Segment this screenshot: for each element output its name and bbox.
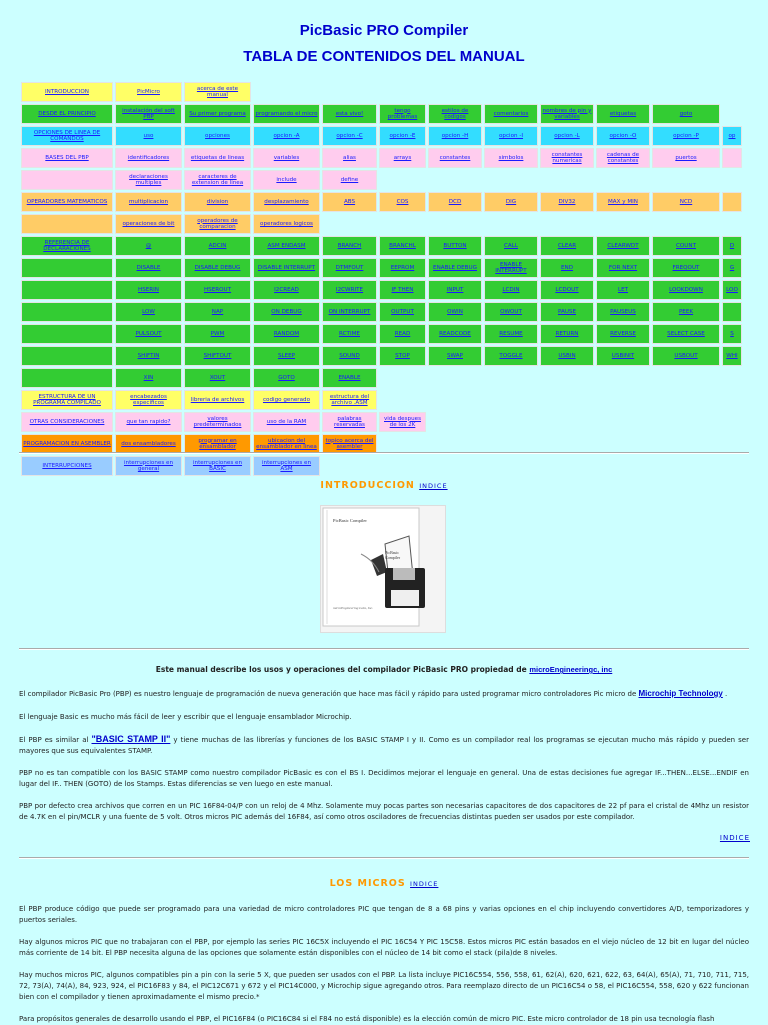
toc-link[interactable]: instalación del soft PBP xyxy=(115,104,182,124)
manual-book-icon xyxy=(321,506,445,632)
toc-link[interactable]: declaraciones multiples xyxy=(115,170,182,190)
toc-link[interactable]: include xyxy=(253,170,320,190)
toc-link[interactable]: RANDOM xyxy=(253,324,320,344)
divider xyxy=(19,648,749,650)
toc-row xyxy=(21,82,742,102)
toc-link[interactable]: READ xyxy=(379,324,426,344)
toc-link[interactable]: SLEEP xyxy=(253,346,320,366)
toc-link[interactable]: esta vivo! xyxy=(322,104,377,124)
toc-row xyxy=(21,236,742,256)
toc-row xyxy=(21,126,742,146)
toc-link[interactable]: PAUSEUS xyxy=(596,302,650,322)
toc-link[interactable]: LOOKDOWN xyxy=(652,280,720,300)
toc-row xyxy=(21,390,742,410)
micros-heading-text: LOS MICROS xyxy=(329,878,406,889)
toc-link[interactable]: opcion -C xyxy=(322,126,377,146)
toc-link[interactable]: uso de la RAM xyxy=(253,412,320,432)
toc-link[interactable]: programando el micro xyxy=(253,104,320,124)
toc-link[interactable]: constantes numericas xyxy=(540,148,594,168)
toc-row xyxy=(21,170,742,190)
toc-cell xyxy=(21,258,113,278)
toc-empty-cell xyxy=(596,170,650,190)
toc-link[interactable]: codigo generado xyxy=(253,390,320,410)
toc-link[interactable]: op xyxy=(722,126,742,146)
toc-link[interactable]: COUNT xyxy=(652,236,720,256)
toc-row xyxy=(21,302,742,322)
toc-link[interactable]: uso xyxy=(115,126,182,146)
toc-link[interactable]: operaciones de bit xyxy=(115,214,182,234)
toc-link[interactable]: division xyxy=(184,192,251,212)
book-image xyxy=(320,505,446,633)
paragraph-text: y tiene muchas de las librerías y funciones de los BASIC STAMP I y II. Como es un compilador real los programas se ejecutan mucho más rápido y pueden ser mayores que sus equivalentes STAMP. xyxy=(19,736,749,755)
toc-link[interactable]: valores predeterminados xyxy=(184,412,251,432)
toc-link[interactable]: libreria de archivos xyxy=(184,390,251,410)
toc-row xyxy=(21,104,742,124)
paragraph xyxy=(19,688,749,700)
toc-link[interactable]: constantes xyxy=(428,148,482,168)
toc-link[interactable]: IF THEN xyxy=(379,280,426,300)
paragraph-text: . xyxy=(722,690,728,698)
toc-link[interactable]: OTRAS CONSIDERACIONES xyxy=(21,412,113,432)
toc-link[interactable]: interrupciones en general xyxy=(115,456,182,476)
toc-row xyxy=(21,258,742,278)
toc-link[interactable]: REFERENCIA DE DECLARACIONES xyxy=(21,236,113,256)
toc-link[interactable]: opcion -A xyxy=(253,126,320,146)
toc-empty-cell xyxy=(428,170,482,190)
toc-link[interactable]: nombres de pin y variables xyxy=(540,104,594,124)
toc-link[interactable]: estructura del archivo .ASM xyxy=(322,390,377,410)
paragraph: Hay muchos micros PIC, algunos compatibles pin a pin con la serie 5 X, que pueden ser usados con el PBP. La lista incluye PIC16C554, 556, 558, 61, 62(A), 620, 621, 622, 63, 64(A), 65(A), 71, 710, 711, 715, 72, 73(A), 74(A), 84, 923, 924, el PIC16F83 y 84, el PIC12C671 y 672 y el PIC14C000, y Microchip sigue agregando otros. Para reemplazo directo de un PIC16C54 o 58, el PIC16C554, 558, 620 y 622 funcionan bien con el compilador y tienen aproximadamente el mismo precio.* xyxy=(19,971,749,1001)
toc-link[interactable]: comentarios xyxy=(484,104,538,124)
toc-link[interactable]: encabezados especificos xyxy=(115,390,182,410)
toc-link[interactable]: SWAP xyxy=(428,346,482,366)
toc-empty-cell xyxy=(722,412,742,432)
toc-link[interactable]: OPCIONES DE LINEA DE COMANDOS xyxy=(21,126,113,146)
toc-empty-cell xyxy=(596,434,650,454)
toc-row xyxy=(21,368,742,388)
micros-index-link[interactable]: INDICE xyxy=(410,880,439,888)
toc-row xyxy=(21,192,742,212)
toc-link[interactable]: RCTIME xyxy=(322,324,377,344)
toc-link[interactable]: CLEARWDT xyxy=(596,236,650,256)
toc-link[interactable]: INPUT xyxy=(428,280,482,300)
toc-empty-cell xyxy=(722,368,742,388)
toc-empty-cell xyxy=(379,82,426,102)
toc-empty-cell xyxy=(596,368,650,388)
divider xyxy=(19,857,749,859)
toc-link[interactable]: USBIN xyxy=(540,346,594,366)
toc-link[interactable]: caracteres de extension de linea xyxy=(184,170,251,190)
toc-link[interactable]: SHIFTIN xyxy=(115,346,182,366)
toc-link[interactable]: XIN xyxy=(115,368,182,388)
toc-link[interactable]: USBOUT xyxy=(652,346,720,366)
toc-cell xyxy=(21,324,113,344)
toc-link[interactable]: OUTPUT xyxy=(379,302,426,322)
toc-empty-cell xyxy=(484,412,538,432)
toc-empty-cell xyxy=(596,82,650,102)
toc-link[interactable]: ENABLE xyxy=(322,368,377,388)
toc-empty-cell xyxy=(379,434,426,454)
book-title: PicBasic Compiler xyxy=(333,518,367,523)
toc-empty-cell xyxy=(379,456,426,476)
index-link[interactable]: INDICE xyxy=(719,834,750,842)
lead-paragraph xyxy=(19,664,749,675)
toc-cell xyxy=(21,214,113,234)
toc-link[interactable]: OWOUT xyxy=(484,302,538,322)
toc-link[interactable]: SHIFTOUT xyxy=(184,346,251,366)
toc-empty-cell xyxy=(540,170,594,190)
toc-link[interactable]: operadores de comparacion xyxy=(184,214,251,234)
toc-cell xyxy=(722,302,742,322)
toc-link[interactable]: desplazamiento xyxy=(253,192,320,212)
toc-cell xyxy=(722,192,742,212)
toc-link[interactable]: LCDIN xyxy=(484,280,538,300)
toc-empty-cell xyxy=(722,434,742,454)
toc-link[interactable]: END xyxy=(540,258,594,278)
toc-empty-cell xyxy=(540,456,594,476)
toc-empty-cell xyxy=(428,368,482,388)
toc-link[interactable]: CALL xyxy=(484,236,538,256)
paragraph-text: El PBP es similar al xyxy=(19,736,92,744)
toc-empty-cell xyxy=(722,390,742,410)
toc-link[interactable]: estilos de codigos xyxy=(428,104,482,124)
basic-stamp-link[interactable]: "BASIC STAMP II" xyxy=(91,734,171,744)
toc-link[interactable]: alias xyxy=(322,148,377,168)
toc-empty-cell xyxy=(596,456,650,476)
toc-link[interactable]: DISABLE xyxy=(115,258,182,278)
toc-link[interactable]: LOO xyxy=(722,280,742,300)
toc-link[interactable]: ADCIN xyxy=(184,236,251,256)
toc-link[interactable]: ON INTERRUPT xyxy=(322,302,377,322)
toc-empty-cell xyxy=(428,214,482,234)
toc-empty-cell xyxy=(322,214,377,234)
toc-link[interactable]: BUTTON xyxy=(428,236,482,256)
toc-link[interactable]: operadores logicos xyxy=(253,214,320,234)
toc-empty-cell xyxy=(379,170,426,190)
toc-empty-cell xyxy=(379,214,426,234)
toc-link[interactable]: PAUSE xyxy=(540,302,594,322)
toc-link[interactable]: INTRODUCCION xyxy=(21,82,113,102)
toc-link[interactable]: arrays xyxy=(379,148,426,168)
toc-empty-cell xyxy=(722,104,742,124)
toc-empty-cell xyxy=(596,412,650,432)
toc-link[interactable]: palabras reservadas xyxy=(322,412,377,432)
paragraph-text: El compilador PicBasic Pro (PBP) es nuestro lenguaje de programación de nueva generación que hace mas fácil y rápido para usted programar micro controladores Pic micro de xyxy=(19,690,639,698)
toc-link[interactable]: opcion -O xyxy=(596,126,650,146)
toc-link[interactable]: DIG xyxy=(484,192,538,212)
toc-link[interactable]: LOW xyxy=(115,302,182,322)
toc-empty-cell xyxy=(722,170,742,190)
toc-empty-cell xyxy=(652,456,720,476)
toc-link[interactable]: dos ensambladores xyxy=(115,434,182,454)
toc-row xyxy=(21,412,742,432)
toc-empty-cell xyxy=(596,390,650,410)
toc-empty-cell xyxy=(652,390,720,410)
toc-link[interactable]: opcion -L xyxy=(540,126,594,146)
toc-link[interactable]: etiquetas de lineas xyxy=(184,148,251,168)
toc-empty-cell xyxy=(596,214,650,234)
toc-empty-cell xyxy=(484,170,538,190)
toc-link[interactable]: interrupciones en ASM xyxy=(253,456,320,476)
toc-empty-cell xyxy=(652,368,720,388)
toc-link[interactable]: SELECT CASE xyxy=(652,324,720,344)
toc-link[interactable]: ENABLE DEBUG xyxy=(428,258,482,278)
toc-row xyxy=(21,346,742,366)
intro-index-link[interactable]: INDICE xyxy=(419,482,448,490)
paragraph: PBP no es tan compatible con los BASIC STAMP como nuestro compilador PicBasic es con el BS I. Decidimos mejorar el lenguaje en general. Una de estas decisiones fue agregar IF...THEN...ELSE...ENDIF en lugar del IF.. THEN (GOTO) de los Stamps. Estas diferencias se ven luego en este manual. xyxy=(19,769,749,788)
toc-link[interactable]: LCDOUT xyxy=(540,280,594,300)
toc-empty-cell xyxy=(428,456,482,476)
toc-link[interactable]: ASM ENDASM xyxy=(253,236,320,256)
toc-link[interactable]: STOP xyxy=(379,346,426,366)
toc-link[interactable]: opcion -H xyxy=(428,126,482,146)
toc-empty-cell xyxy=(484,368,538,388)
toc-link[interactable]: HSERIN xyxy=(115,280,182,300)
toc-link[interactable]: RETURN xyxy=(540,324,594,344)
paragraph: Para propósitos generales de desarrollo usando el PBP, el PIC16F84 (o PIC16C84 si el F84 no está disponible) es la elección común de micro PIC. Este micro controlador de 18 pin usa tecnología flash xyxy=(19,1015,715,1023)
toc-empty-cell xyxy=(428,82,482,102)
toc-empty-cell xyxy=(379,368,426,388)
toc-link[interactable]: ABS xyxy=(322,192,377,212)
toc-link[interactable]: OWIN xyxy=(428,302,482,322)
toc-link[interactable]: TOGGLE xyxy=(484,346,538,366)
toc-link[interactable]: tengo problemas xyxy=(379,104,426,124)
toc-link[interactable]: FREQOUT xyxy=(652,258,720,278)
toc-link[interactable]: @ xyxy=(115,236,182,256)
paragraph: El lenguaje Basic es mucho más fácil de leer y escribir que el lenguaje ensamblador Microchip. xyxy=(19,713,352,721)
toc-cell xyxy=(21,280,113,300)
paragraph: PBP por defecto crea archivos que corren en un PIC 16F84-04/P con un reloj de 4 Mhz. Solamente muy pocas partes son necesarias capacitores de dos capacitores de 22 pf para el cristal de 4Mhz un resistor de 4.7K en el pin/MCLR y una fuente de 5 volt. Otros micros PIC además del 16F84, así como otros osciladores de frecuencias distintas pueden ser usados por este compilador. xyxy=(19,802,749,821)
toc-link[interactable]: DESDE EL PRINCIPIO xyxy=(21,104,113,124)
toc-link[interactable]: BRANCH xyxy=(322,236,377,256)
toc-link[interactable]: I2CREAD xyxy=(253,280,320,300)
intro-heading xyxy=(0,480,768,491)
toc-link[interactable]: acerca de este manual xyxy=(184,82,251,102)
toc-link[interactable]: USBINIT xyxy=(596,346,650,366)
toc-link[interactable]: identificadores xyxy=(115,148,182,168)
toc-link[interactable]: ESTRUCTURA DE UN PROGRAMA COMPILADO xyxy=(21,390,113,410)
toc-link[interactable]: cadenas de constantes xyxy=(596,148,650,168)
toc-link[interactable]: DISABLE INTERRUPT xyxy=(253,258,320,278)
toc-link[interactable]: XOUT xyxy=(184,368,251,388)
toc-link[interactable]: interrupciones en BASIC xyxy=(184,456,251,476)
lead-text: Este manual describe los usos y operaciones del compilador PicBasic PRO propiedad de xyxy=(155,665,530,674)
toc-link[interactable]: PULSOUT xyxy=(115,324,182,344)
toc-link[interactable]: ON DEBUG xyxy=(253,302,320,322)
toc-row xyxy=(21,434,742,454)
toc-link[interactable]: BRANCHL xyxy=(379,236,426,256)
toc-empty-cell xyxy=(540,82,594,102)
toc-empty-cell xyxy=(484,434,538,454)
toc-cell xyxy=(21,170,113,190)
toc-empty-cell xyxy=(322,82,377,102)
toc-empty-cell xyxy=(428,412,482,432)
toc-empty-cell xyxy=(322,456,377,476)
toc-cell xyxy=(722,148,742,168)
toc-link[interactable]: EEPROM xyxy=(379,258,426,278)
toc-link[interactable]: INTERRUPCIONES xyxy=(21,456,113,476)
toc-empty-cell xyxy=(652,412,720,432)
toc-link[interactable]: ENABLE INTERRUPT xyxy=(484,258,538,278)
toc-empty-cell xyxy=(652,434,720,454)
toc-link[interactable]: DISABLE DEBUG xyxy=(184,258,251,278)
toc-row xyxy=(21,148,742,168)
toc-link[interactable]: BASES DEL PBP xyxy=(21,148,113,168)
paragraph: Hay algunos micros PIC que no trabajaran con el PBP, por ejemplo las series PIC 16C5X incluyendo el PIC 16C54 Y PIC 15C58. Estos micros PIC están basados en el viejo núcleo de 12 bit en lugar del núcleo más corriente de 14 bit. El PBP necesita alguna de las opciones que solamente están disponibles con el núcleo de 14 bit como el stack (pila)de 8 niveles. xyxy=(19,938,749,957)
toc-empty-cell xyxy=(722,82,742,102)
toc-empty-cell xyxy=(540,412,594,432)
toc-link[interactable]: programar en ensamblador xyxy=(184,434,251,454)
toc-link[interactable]: RESUME xyxy=(484,324,538,344)
toc-link[interactable]: I2CWRITE xyxy=(322,280,377,300)
intro-heading-text: INTRODUCCION xyxy=(320,480,415,491)
toc-empty-cell xyxy=(540,214,594,234)
toc-link[interactable]: Su primer programa xyxy=(184,104,251,124)
toc-link[interactable]: DTMFOUT xyxy=(322,258,377,278)
toc-link[interactable]: etiquetas xyxy=(596,104,650,124)
toc-link[interactable]: PROGRAMACION EN ASEMBLER xyxy=(21,434,113,454)
divider xyxy=(19,452,749,454)
toc-link[interactable]: SOUND xyxy=(322,346,377,366)
toc-row xyxy=(21,456,742,476)
toc-empty-cell xyxy=(484,390,538,410)
toc-link[interactable]: define xyxy=(322,170,377,190)
toc-link[interactable]: FOR NEXT xyxy=(596,258,650,278)
toc-link[interactable]: MAX y MIN xyxy=(596,192,650,212)
toc-link[interactable]: D xyxy=(722,236,742,256)
toc-link[interactable]: REVERSE xyxy=(596,324,650,344)
toc-empty-cell xyxy=(379,390,426,410)
toc-empty-cell xyxy=(540,390,594,410)
toc-link[interactable]: PEEK xyxy=(652,302,720,322)
toc-link[interactable]: opcion -P xyxy=(652,126,720,146)
toc-link[interactable]: COS xyxy=(379,192,426,212)
micros-heading xyxy=(0,878,768,889)
toc-link[interactable]: WHI xyxy=(722,346,742,366)
toc-link[interactable]: PicMicro xyxy=(115,82,182,102)
toc-link[interactable]: vida despues de los 2K xyxy=(379,412,426,432)
toc-link[interactable]: DCD xyxy=(428,192,482,212)
toc-link[interactable]: multiplicacion xyxy=(115,192,182,212)
toc-link[interactable]: PWM xyxy=(184,324,251,344)
disk-label: PicBasic Compiler xyxy=(385,550,401,560)
paragraph: El PBP produce código que puede ser programado para una variedad de micro controladores PIC que tengan de 8 a 68 pins y varias opciones en el chip incluyendo convertidores A/D, temporizadores y puertos seriales. xyxy=(19,905,749,924)
toc-link[interactable]: variables xyxy=(253,148,320,168)
toc-link[interactable]: G xyxy=(722,258,742,278)
toc-link[interactable]: READCODE xyxy=(428,324,482,344)
page-title: PicBasic PRO Compiler xyxy=(299,22,469,39)
toc-link[interactable]: S xyxy=(722,324,742,344)
toc-link[interactable]: CLEAR xyxy=(540,236,594,256)
toc-row xyxy=(21,324,742,344)
toc-empty-cell xyxy=(253,82,320,102)
toc-empty-cell xyxy=(484,82,538,102)
toc-link[interactable]: opciones xyxy=(184,126,251,146)
microengineering-link[interactable]: microEngineeringc, inc xyxy=(529,665,613,674)
toc-empty-cell xyxy=(428,434,482,454)
toc-link[interactable]: OPERADORES MATEMATICOS xyxy=(21,192,113,212)
book-footer: microEngineering Labs, Inc. xyxy=(333,606,374,610)
toc-cell xyxy=(21,302,113,322)
toc-row xyxy=(21,280,742,300)
toc-row xyxy=(21,214,742,234)
toc-link[interactable]: que tan rapido? xyxy=(115,412,182,432)
toc-empty-cell xyxy=(652,170,720,190)
toc-link[interactable]: puertos xyxy=(652,148,720,168)
toc-cell xyxy=(21,368,113,388)
toc-link[interactable]: DIV32 xyxy=(540,192,594,212)
toc-link[interactable]: goto xyxy=(652,104,720,124)
toc-empty-cell xyxy=(540,368,594,388)
toc-empty-cell xyxy=(540,434,594,454)
toc-link[interactable]: NAP xyxy=(184,302,251,322)
toc-empty-cell xyxy=(428,390,482,410)
toc-table xyxy=(19,80,744,478)
toc-link[interactable]: ubicacion del ensamblador en linea xyxy=(253,434,320,454)
toc-empty-cell xyxy=(652,214,720,234)
toc-link[interactable]: NCD xyxy=(652,192,720,212)
toc-link[interactable]: topico acerca del asembler xyxy=(322,434,377,454)
toc-link[interactable]: GOTO xyxy=(253,368,320,388)
toc-link[interactable]: opcion -I xyxy=(484,126,538,146)
paragraph xyxy=(19,734,749,757)
toc-empty-cell xyxy=(722,214,742,234)
microchip-link[interactable]: Microchip Technology xyxy=(638,689,723,698)
toc-link[interactable]: HSEROUT xyxy=(184,280,251,300)
toc-link[interactable]: simbolos xyxy=(484,148,538,168)
toc-link[interactable]: opcion -E xyxy=(379,126,426,146)
toc-empty-cell xyxy=(652,82,720,102)
toc-empty-cell xyxy=(722,456,742,476)
toc-cell xyxy=(21,346,113,366)
toc-empty-cell xyxy=(484,456,538,476)
toc-link[interactable]: LET xyxy=(596,280,650,300)
page-subtitle: TABLA DE CONTENIDOS DEL MANUAL xyxy=(243,48,525,65)
toc-empty-cell xyxy=(484,214,538,234)
